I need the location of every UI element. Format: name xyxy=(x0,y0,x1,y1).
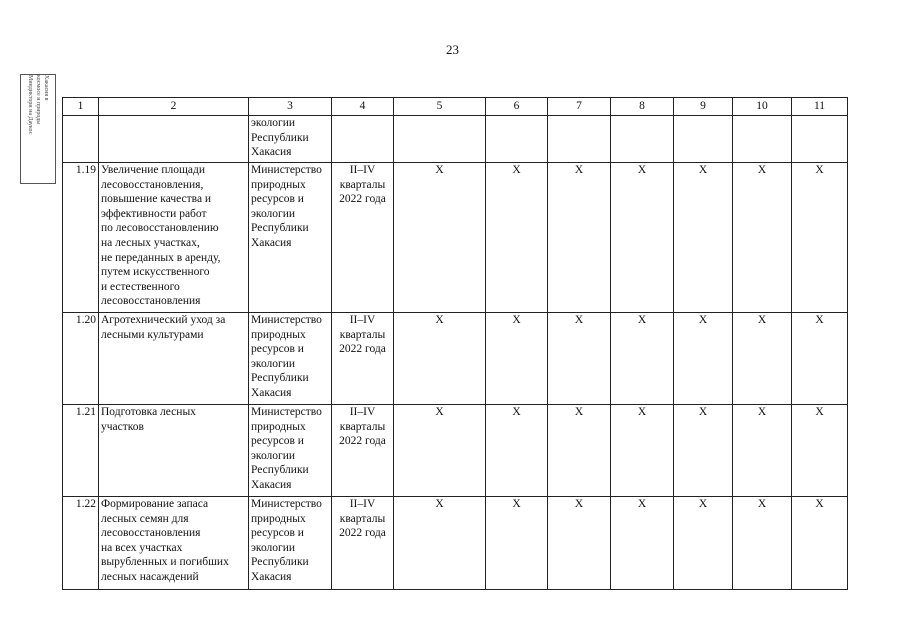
header-col-1: 1 xyxy=(63,98,99,116)
cell-name: Подготовка лесных участков xyxy=(99,405,249,497)
table-row xyxy=(63,313,848,405)
cell-num xyxy=(63,116,99,163)
cell-mark-7: X xyxy=(548,497,611,590)
cell-mark-8: X xyxy=(611,313,674,405)
cell-name xyxy=(99,116,249,163)
header-col-10: 10 xyxy=(733,98,792,116)
cell-8 xyxy=(611,116,674,163)
cell-6 xyxy=(486,116,548,163)
cell-name: Агротехнический уход за лесными культурами xyxy=(99,313,249,405)
cell-mark-8: X xyxy=(611,405,674,497)
activities-table xyxy=(62,97,848,590)
header-col-3: 3 xyxy=(249,98,332,116)
header-col-11: 11 xyxy=(792,98,848,116)
header-col-7: 7 xyxy=(548,98,611,116)
cell-mark-5: X xyxy=(394,313,486,405)
cell-mark-11: X xyxy=(792,497,848,590)
cell-mark-5: X xyxy=(394,163,486,313)
cell-period xyxy=(332,116,394,163)
cell-mark-5: X xyxy=(394,497,486,590)
header-col-9: 9 xyxy=(674,98,733,116)
cell-executor: Министерство природных ресурсов и экологии Республики Хакасия xyxy=(249,497,332,590)
cell-num: 1.20 xyxy=(63,313,99,405)
cell-mark-11: X xyxy=(792,163,848,313)
page-number: 23 xyxy=(446,42,459,57)
registration-stamp xyxy=(20,74,56,184)
table-row xyxy=(63,405,848,497)
cell-mark-10: X xyxy=(733,163,792,313)
header-row xyxy=(63,98,848,116)
cell-mark-6: X xyxy=(486,405,548,497)
cell-period: II–IV кварталы 2022 года xyxy=(332,163,394,313)
cell-5 xyxy=(394,116,486,163)
table-row xyxy=(63,163,848,313)
cell-num: 1.22 xyxy=(63,497,99,590)
cell-mark-10: X xyxy=(733,313,792,405)
cell-mark-9: X xyxy=(674,405,733,497)
cell-mark-10: X xyxy=(733,405,792,497)
cell-mark-5: X xyxy=(394,405,486,497)
cell-mark-11: X xyxy=(792,313,848,405)
cell-period: II–IV кварталы 2022 года xyxy=(332,405,394,497)
cell-mark-6: X xyxy=(486,497,548,590)
cell-mark-9: X xyxy=(674,163,733,313)
cell-mark-7: X xyxy=(548,405,611,497)
cell-executor: Министерство природных ресурсов и экологии Республики Хакасия xyxy=(249,163,332,313)
cell-mark-8: X xyxy=(611,163,674,313)
cell-period: II–IV кварталы 2022 года xyxy=(332,497,394,590)
cell-executor: Министерство природных ресурсов и экологии Республики Хакасия xyxy=(249,405,332,497)
cell-name: Формирование запаса лесных семян для лесовосстановления на всех участках вырубленных и погибших лесных насаждений xyxy=(99,497,249,590)
cell-num: 1.19 xyxy=(63,163,99,313)
cell-period: II–IV кварталы 2022 года xyxy=(332,313,394,405)
header-col-5: 5 xyxy=(394,98,486,116)
cell-mark-6: X xyxy=(486,163,548,313)
cell-mark-8: X xyxy=(611,497,674,590)
cell-7 xyxy=(548,116,611,163)
cell-mark-10: X xyxy=(733,497,792,590)
cell-mark-7: X xyxy=(548,163,611,313)
cell-10 xyxy=(733,116,792,163)
cell-num: 1.21 xyxy=(63,405,99,497)
cell-mark-9: X xyxy=(674,313,733,405)
header-col-2: 2 xyxy=(99,98,249,116)
cell-name: Увеличение площади лесовосстановления, повышение качества и эффективности работ по лесовосстановлению на лесных участках, не переданных в аренду, путем искусственного и естественного лесовосстановления xyxy=(99,163,249,313)
cell-executor: экологии Республики Хакасия xyxy=(249,116,332,163)
header-col-6: 6 xyxy=(486,98,548,116)
cell-mark-11: X xyxy=(792,405,848,497)
cell-mark-7: X xyxy=(548,313,611,405)
registration-stamp-text: Хакасия в космосе и природы Миндиктори на Даукос xyxy=(27,75,49,135)
header-col-8: 8 xyxy=(611,98,674,116)
cell-mark-9: X xyxy=(674,497,733,590)
cell-executor: Министерство природных ресурсов и экологии Республики Хакасия xyxy=(249,313,332,405)
cell-mark-6: X xyxy=(486,313,548,405)
header-col-4: 4 xyxy=(332,98,394,116)
table-row-continuation xyxy=(63,116,848,163)
cell-11 xyxy=(792,116,848,163)
cell-9 xyxy=(674,116,733,163)
table-row xyxy=(63,497,848,590)
